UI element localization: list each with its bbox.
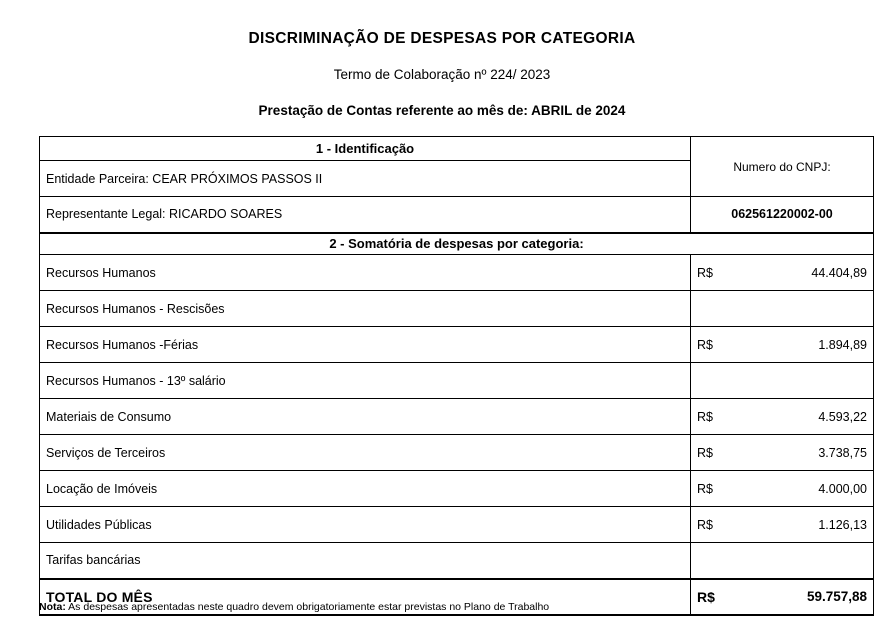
expense-amount: 1.894,89 bbox=[739, 327, 874, 363]
footer-note-text: As despesas apresentadas neste quadro devem obrigatoriamente estar previstas no Plano de Trabalho bbox=[65, 601, 550, 613]
table-row bbox=[40, 327, 874, 363]
cnpj-value: 062561220002-00 bbox=[691, 197, 874, 233]
table-row bbox=[40, 363, 874, 399]
expense-label: Recursos Humanos bbox=[40, 255, 691, 291]
expense-amount: 4.593,22 bbox=[739, 399, 874, 435]
expense-amount: 3.738,75 bbox=[739, 435, 874, 471]
expense-currency bbox=[691, 543, 739, 579]
expenses-table-container bbox=[39, 136, 873, 616]
expense-label: Utilidades Públicas bbox=[40, 507, 691, 543]
table-row bbox=[40, 255, 874, 291]
footer-note bbox=[39, 601, 549, 615]
expense-currency: R$ bbox=[691, 327, 739, 363]
expense-currency: R$ bbox=[691, 255, 739, 291]
expense-amount bbox=[739, 543, 874, 579]
expense-currency: R$ bbox=[691, 435, 739, 471]
accounting-period-line: Prestação de Contas referente ao mês de: ABRIL de 2024 bbox=[258, 102, 626, 118]
expense-label: Tarifas bancárias bbox=[40, 543, 691, 579]
entity-partner-value: Entidade Parceira: CEAR PRÓXIMOS PASSOS II bbox=[40, 161, 691, 197]
legal-representative-value: Representante Legal: RICARDO SOARES bbox=[40, 197, 691, 233]
expense-currency bbox=[691, 363, 739, 399]
table-row bbox=[40, 543, 874, 579]
expense-label: Recursos Humanos - Rescisões bbox=[40, 291, 691, 327]
expenses-table bbox=[39, 136, 874, 616]
total-currency: R$ bbox=[691, 579, 739, 615]
expense-label: Serviços de Terceiros bbox=[40, 435, 691, 471]
expense-amount: 4.000,00 bbox=[739, 471, 874, 507]
footer-note-prefix: Nota: bbox=[39, 601, 66, 613]
table-row bbox=[40, 435, 874, 471]
table-row bbox=[40, 507, 874, 543]
expense-currency bbox=[691, 291, 739, 327]
page-title: DISCRIMINAÇÃO DE DESPESAS POR CATEGORIA bbox=[248, 30, 636, 47]
expense-currency: R$ bbox=[691, 471, 739, 507]
section1-heading: 1 - Identificação bbox=[40, 137, 691, 161]
expense-amount: 44.404,89 bbox=[739, 255, 874, 291]
section1-header-row bbox=[40, 137, 874, 161]
agreement-subtitle: Termo de Colaboração nº 224/ 2023 bbox=[333, 66, 551, 82]
table-row bbox=[40, 399, 874, 435]
expense-amount bbox=[739, 291, 874, 327]
expenses-table-body bbox=[40, 137, 874, 615]
total-label: TOTAL DO MÊS bbox=[40, 579, 691, 615]
expense-currency: R$ bbox=[691, 399, 739, 435]
table-row bbox=[40, 291, 874, 327]
expense-currency: R$ bbox=[691, 507, 739, 543]
cnpj-label: Numero do CNPJ: bbox=[691, 137, 874, 197]
total-amount: 59.757,88 bbox=[739, 579, 874, 615]
expense-label: Recursos Humanos - 13º salário bbox=[40, 363, 691, 399]
expense-amount: 1.126,13 bbox=[739, 507, 874, 543]
expense-label: Materiais de Consumo bbox=[40, 399, 691, 435]
table-row bbox=[40, 471, 874, 507]
expense-label: Recursos Humanos -Férias bbox=[40, 327, 691, 363]
document-heading-block bbox=[0, 0, 884, 119]
expense-amount bbox=[739, 363, 874, 399]
expense-label: Locação de Imóveis bbox=[40, 471, 691, 507]
representative-row bbox=[40, 197, 874, 233]
section2-header-row bbox=[40, 233, 874, 255]
section2-heading: 2 - Somatória de despesas por categoria: bbox=[40, 233, 874, 255]
